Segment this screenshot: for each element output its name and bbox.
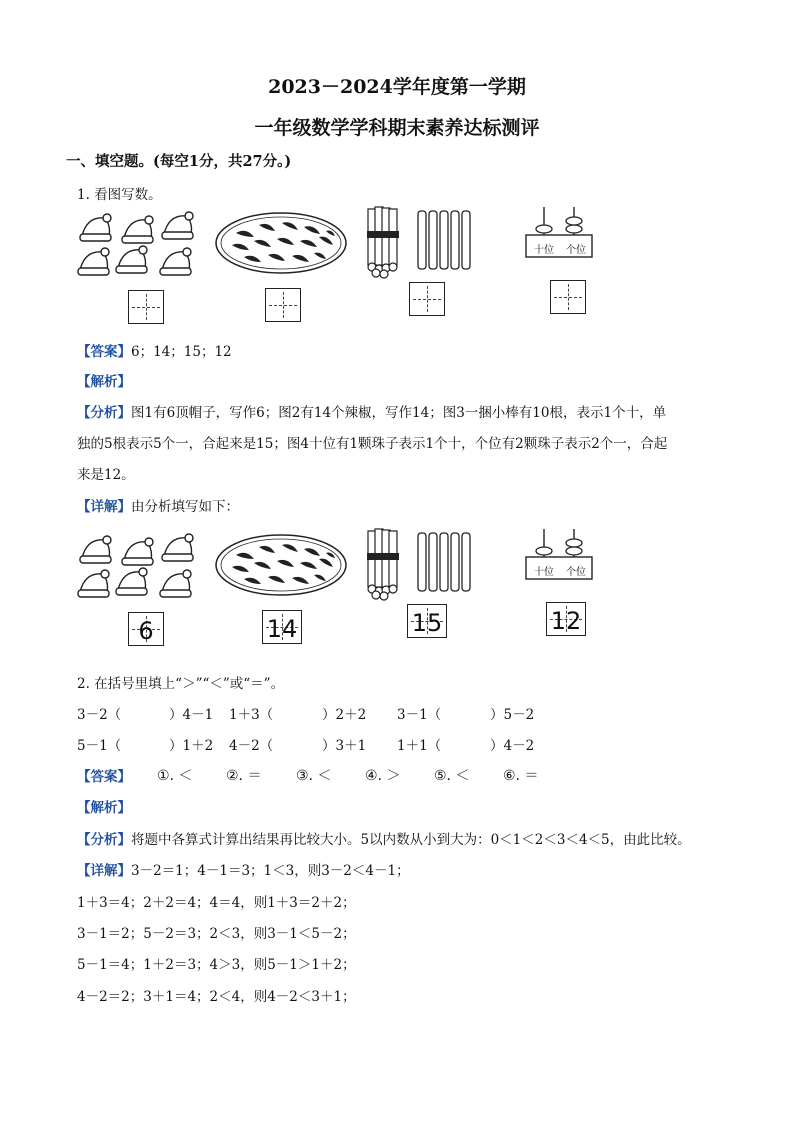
question-2: 2. 在括号里填上“＞”“＜”或“＝”。 xyxy=(77,676,285,692)
answer-box[interactable] xyxy=(550,280,586,314)
answer-box[interactable] xyxy=(128,290,164,324)
q2-detail-line: 4－2＝2；3＋1＝4；2＜4，则4－2＜3＋1； xyxy=(77,989,356,1005)
santa-hat-icon xyxy=(75,208,195,278)
q1-fenxi-line3: 来是12。 xyxy=(77,467,135,483)
analysis-tag: 【解析】 xyxy=(77,374,131,390)
answer-box[interactable] xyxy=(265,288,301,322)
expr: ）3＋1 xyxy=(322,738,367,754)
expr: ）2＋2 xyxy=(322,707,367,723)
filled-digit: 6 xyxy=(138,617,154,645)
detail-text: 由分析填写如下： xyxy=(131,499,239,515)
abacus-icon xyxy=(524,527,594,583)
expr: 3－2（ xyxy=(77,707,122,723)
chili-plate-icon xyxy=(214,211,348,275)
stick-bundle-icon xyxy=(366,205,478,281)
filled-answer-box xyxy=(128,612,164,646)
filled-digit: 14 xyxy=(266,615,298,643)
detail-tag: 【详解】 xyxy=(77,863,131,879)
page-title-line2: 一年级数学学科期末素养达标测评 xyxy=(254,117,540,139)
q2-analysis-heading xyxy=(77,796,131,816)
filled-answer-box xyxy=(546,602,586,636)
fenxi-text: 将题中各算式计算出结果再比较大小。5以内数从小到大为：0＜1＜2＜3＜4＜5，由此比较。 xyxy=(131,832,691,848)
tens-label: 十位 xyxy=(534,245,554,256)
q1-detail-line xyxy=(77,495,239,515)
filled-digit: 12 xyxy=(550,607,582,635)
fenxi-tag: 【分析】 xyxy=(77,832,131,848)
answer-item: ②. ＝ xyxy=(226,768,262,784)
q2-detail-line: 1＋3＝4；2＋2＝4；4＝4，则1＋3＝2＋2； xyxy=(77,895,356,911)
expr: 5－1（ xyxy=(77,738,122,754)
q2-detail-line: 3－1＝2；5－2＝3；2＜3，则3－1＜5－2； xyxy=(77,926,356,942)
chili-plate-icon xyxy=(214,533,348,597)
answer-item: ④. ＞ xyxy=(365,768,401,784)
fenxi-text: 图1有6顶帽子，写作6；图2有14个辣椒，写作14；图3一捆小棒有10根，表示1个十，单 xyxy=(131,405,667,421)
answer-item: ③. ＜ xyxy=(296,768,332,784)
section-heading: 一、填空题。(每空1分，共27分。) xyxy=(66,153,292,170)
filled-answer-box xyxy=(262,610,302,644)
expr: 4－2（ xyxy=(229,738,274,754)
expr: ）1＋2 xyxy=(169,738,214,754)
answer-item: ⑥. ＝ xyxy=(503,768,539,784)
santa-hat-icon xyxy=(75,530,195,600)
expr: ）5－2 xyxy=(490,707,535,723)
analysis-tag: 【解析】 xyxy=(77,800,131,816)
detail-text: 3－2＝1；4－1＝3；1＜3，则3－2＜4－1； xyxy=(131,863,410,879)
q2-detail-line: 5－1＝4；1＋2＝3；4＞3，则5－1＞1＋2； xyxy=(77,957,356,973)
stick-bundle-icon xyxy=(366,527,478,603)
comparison-row xyxy=(77,734,557,754)
answer-tag: 【答案】 xyxy=(77,769,131,785)
expr: 1＋3（ xyxy=(229,707,274,723)
answer-box[interactable] xyxy=(409,282,445,316)
answer-item: ①. ＜ xyxy=(157,768,193,784)
abacus-icon xyxy=(524,205,594,261)
ones-label: 个位 xyxy=(566,245,586,256)
q2-fenxi-line xyxy=(77,828,691,848)
expr: 1＋1（ xyxy=(397,738,442,754)
page-title-line1: 2023－2024学年度第一学期 xyxy=(268,76,526,98)
expr: ）4－2 xyxy=(490,738,535,754)
filled-digit: 15 xyxy=(411,609,443,637)
answer-tag: 【答案】 xyxy=(77,344,131,360)
detail-tag: 【详解】 xyxy=(77,499,131,515)
q1-answer-line xyxy=(77,340,232,360)
q2-detail-line xyxy=(77,859,410,879)
question-1: 1. 看图写数。 xyxy=(77,187,162,203)
ones-label: 个位 xyxy=(566,567,586,578)
fenxi-tag: 【分析】 xyxy=(77,405,131,421)
expr: 3－1（ xyxy=(397,707,442,723)
q1-fenxi-line1 xyxy=(77,401,666,421)
comparison-row xyxy=(77,703,557,723)
q1-answer: 6；14；15；12 xyxy=(131,344,232,360)
q1-analysis-heading xyxy=(77,370,131,390)
q1-fenxi-line2: 独的5根表示5个一，合起来是15；图4十位有1颗珠子表示1个十，个位有2颗珠子表示2个一，合起 xyxy=(77,436,668,452)
q2-answer-line xyxy=(77,765,577,785)
answer-item: ⑤. ＜ xyxy=(434,768,470,784)
expr: ）4－1 xyxy=(169,707,214,723)
tens-label: 十位 xyxy=(534,567,554,578)
filled-answer-box xyxy=(407,604,447,638)
